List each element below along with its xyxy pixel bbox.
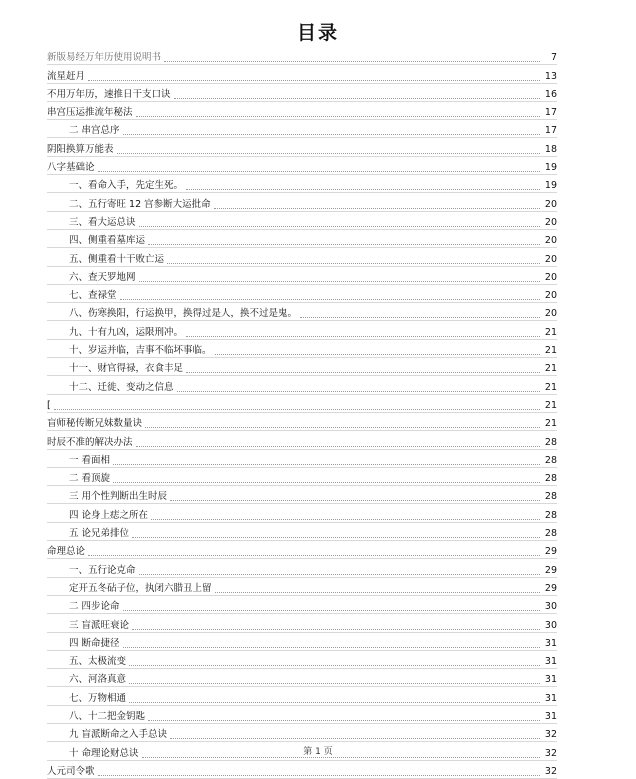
toc-leader-dots bbox=[170, 499, 540, 501]
toc-entry-page: 21 bbox=[544, 418, 557, 430]
toc-leader-dots bbox=[139, 280, 540, 282]
toc-entry[interactable] bbox=[47, 212, 557, 230]
toc-leader-dots bbox=[98, 774, 540, 776]
toc-entry-label: 时辰不准的解决办法 bbox=[47, 436, 133, 448]
toc-leader-dots bbox=[174, 97, 540, 99]
toc-entry[interactable] bbox=[47, 706, 557, 724]
page-title: 目录 bbox=[296, 22, 339, 44]
toc-entry-label: 流星赶月 bbox=[47, 70, 86, 82]
toc-entry-page: 31 bbox=[544, 710, 557, 722]
toc-entry[interactable] bbox=[47, 413, 557, 431]
toc-entry[interactable] bbox=[47, 193, 557, 211]
toc-entry-page: 20 bbox=[544, 198, 557, 210]
toc-entry-page: 31 bbox=[544, 637, 557, 649]
toc-entry-page: 18 bbox=[544, 143, 557, 155]
toc-leader-dots bbox=[186, 188, 540, 190]
toc-entry-page: 21 bbox=[544, 326, 557, 338]
toc-entry[interactable] bbox=[47, 248, 557, 266]
toc-entry-page: 20 bbox=[544, 271, 557, 283]
toc-leader-dots bbox=[136, 445, 540, 447]
toc-entry-page: 20 bbox=[544, 253, 557, 265]
toc-leader-dots bbox=[129, 664, 540, 666]
toc-entry-label: 十一、财官得禄，衣食丰足 bbox=[69, 363, 184, 375]
toc-entry[interactable] bbox=[47, 267, 557, 285]
toc-entry-page: 30 bbox=[544, 619, 557, 631]
toc-entry-page: 21 bbox=[544, 345, 557, 357]
toc-leader-dots bbox=[186, 335, 540, 337]
toc-entry-label: 八、伤寒换阳，行运换甲，换得过是人，换不过是鬼。 bbox=[69, 308, 298, 320]
toc-entry[interactable] bbox=[47, 395, 557, 413]
toc-leader-dots bbox=[113, 463, 540, 465]
toc-entry-label: 四 论身上痣之所在 bbox=[69, 509, 149, 521]
toc-leader-dots bbox=[88, 79, 540, 81]
toc-leader-dots bbox=[164, 60, 540, 62]
toc-entry-label: 四、侧重看墓库运 bbox=[69, 235, 146, 247]
toc-leader-dots bbox=[214, 207, 540, 209]
toc-entry[interactable] bbox=[47, 633, 557, 651]
toc-entry-label: 五、太极流变 bbox=[69, 656, 127, 668]
toc-entry-page: 28 bbox=[544, 473, 557, 485]
toc-entry-page: 17 bbox=[544, 125, 557, 137]
toc-entry[interactable] bbox=[47, 303, 557, 321]
toc-entry[interactable] bbox=[47, 578, 557, 596]
toc-leader-dots bbox=[113, 481, 540, 483]
toc-leader-dots bbox=[123, 646, 540, 648]
toc-entry-page: 28 bbox=[544, 528, 557, 540]
toc-entry[interactable] bbox=[47, 102, 557, 120]
toc-entry[interactable] bbox=[47, 84, 557, 102]
toc-entry-page: 20 bbox=[544, 235, 557, 247]
toc-entry-label: 二 看顶旋 bbox=[69, 473, 111, 485]
toc-entry[interactable] bbox=[47, 450, 557, 468]
toc-entry-label: 一 看面相 bbox=[69, 454, 111, 466]
toc-entry[interactable] bbox=[47, 669, 557, 687]
toc-entry-label: 五、侧重看十干败亡运 bbox=[69, 253, 165, 265]
toc-entry-page: 7 bbox=[550, 52, 557, 64]
toc-leader-dots bbox=[139, 573, 540, 575]
toc-leader-dots bbox=[132, 628, 540, 630]
toc-entry-label: 八、十二把金钥匙 bbox=[69, 710, 146, 722]
toc-entry-label: 三 盲派旺衰论 bbox=[69, 619, 130, 631]
toc-entry-label: 六、查天罗地网 bbox=[69, 271, 136, 283]
toc-entry-label: 串宫压运推流年秘法 bbox=[47, 107, 133, 119]
toc-leader-dots bbox=[120, 298, 540, 300]
toc-leader-dots bbox=[215, 353, 540, 355]
toc-leader-dots bbox=[139, 225, 540, 227]
toc-leader-dots bbox=[170, 737, 540, 739]
toc-entry-page: 28 bbox=[544, 454, 557, 466]
toc-leader-dots bbox=[117, 152, 540, 154]
toc-entry[interactable] bbox=[47, 157, 557, 175]
toc-entry-page: 29 bbox=[544, 582, 557, 594]
toc-entry-label: 定开五冬砧子位，执闭六腊丑上留 bbox=[69, 582, 212, 594]
toc-entry-page: 32 bbox=[544, 747, 557, 759]
toc-entry-label: 二 串宫总序 bbox=[69, 125, 120, 137]
toc-leader-dots bbox=[177, 390, 540, 392]
toc-entry[interactable] bbox=[47, 431, 557, 449]
toc-entry[interactable] bbox=[47, 376, 557, 394]
toc-entry[interactable] bbox=[47, 285, 557, 303]
toc-entry-page: 20 bbox=[544, 308, 557, 320]
toc-entry-label: 一、五行论克命 bbox=[69, 564, 136, 576]
toc-entry-label: 三、看大运总诀 bbox=[69, 216, 136, 228]
toc-leader-dots bbox=[98, 170, 540, 172]
toc-entry-page: 31 bbox=[544, 656, 557, 668]
toc-leader-dots bbox=[151, 518, 540, 520]
table-of-contents bbox=[47, 47, 557, 779]
toc-leader-dots bbox=[300, 316, 540, 318]
toc-leader-dots bbox=[148, 719, 540, 721]
toc-leader-dots bbox=[145, 426, 540, 428]
toc-leader-dots bbox=[215, 591, 540, 593]
toc-entry[interactable] bbox=[47, 340, 557, 358]
toc-entry-page: 13 bbox=[544, 70, 557, 82]
toc-entry-label: 七、万物相通 bbox=[69, 692, 127, 704]
toc-leader-dots bbox=[136, 115, 540, 117]
toc-entry-page: 30 bbox=[544, 601, 557, 613]
toc-leader-dots bbox=[88, 554, 540, 556]
toc-entry[interactable] bbox=[47, 614, 557, 632]
toc-entry[interactable] bbox=[47, 47, 557, 65]
toc-entry-label: 五 论兄弟排位 bbox=[69, 528, 130, 540]
toc-entry-page: 31 bbox=[544, 674, 557, 686]
toc-entry[interactable] bbox=[47, 596, 557, 614]
toc-entry[interactable] bbox=[47, 486, 557, 504]
toc-entry-page: 32 bbox=[544, 729, 557, 741]
toc-entry[interactable] bbox=[47, 138, 557, 156]
toc-entry-page: 32 bbox=[544, 765, 557, 777]
toc-leader-dots bbox=[54, 408, 540, 410]
toc-entry-label: 人元司令歌 bbox=[47, 765, 95, 777]
toc-leader-dots bbox=[167, 262, 540, 264]
toc-leader-dots bbox=[129, 682, 540, 684]
toc-entry[interactable] bbox=[47, 523, 557, 541]
toc-entry[interactable] bbox=[47, 761, 557, 779]
toc-entry-page: 31 bbox=[544, 692, 557, 704]
toc-leader-dots bbox=[132, 536, 540, 538]
toc-entry-label: 八字基础论 bbox=[47, 162, 95, 174]
toc-entry[interactable] bbox=[47, 468, 557, 486]
toc-entry[interactable] bbox=[47, 724, 557, 742]
toc-entry-label: [ bbox=[47, 399, 51, 411]
toc-entry-page: 16 bbox=[544, 88, 557, 100]
page-number-footer: 第 1 页 bbox=[303, 747, 333, 757]
toc-entry-page: 19 bbox=[544, 162, 557, 174]
toc-entry-page: 21 bbox=[544, 399, 557, 411]
toc-entry[interactable] bbox=[47, 175, 557, 193]
toc-leader-dots bbox=[123, 133, 540, 135]
toc-entry-label: 一、看命入手，先定生死。 bbox=[69, 180, 184, 192]
toc-entry-label: 十 命理论财总诀 bbox=[69, 747, 139, 759]
toc-entry-page: 28 bbox=[544, 491, 557, 503]
toc-entry-label: 盲师秘传断兄妹数量诀 bbox=[47, 418, 143, 430]
toc-entry-label: 阴阳换算万能表 bbox=[47, 143, 114, 155]
toc-entry-page: 20 bbox=[544, 216, 557, 228]
toc-leader-dots bbox=[129, 701, 540, 703]
toc-entry[interactable] bbox=[47, 358, 557, 376]
toc-leader-dots bbox=[123, 609, 540, 611]
toc-entry[interactable] bbox=[47, 541, 557, 559]
toc-entry[interactable] bbox=[47, 651, 557, 669]
toc-entry-label: 九、十有九凶，运限刑冲。 bbox=[69, 326, 184, 338]
toc-entry-label: 四 断命捷径 bbox=[69, 637, 120, 649]
toc-entry-page: 21 bbox=[544, 363, 557, 375]
toc-entry-label: 九 盲派断命之入手总诀 bbox=[69, 729, 168, 741]
toc-entry-label: 十、岁运并临，吉事不临坏事临。 bbox=[69, 345, 212, 357]
toc-entry[interactable] bbox=[47, 120, 557, 138]
toc-entry-label: 七、查禄堂 bbox=[69, 290, 117, 302]
toc-leader-dots bbox=[186, 371, 540, 373]
toc-entry-page: 20 bbox=[544, 290, 557, 302]
toc-entry-label: 三 用个性判断出生时辰 bbox=[69, 491, 168, 503]
toc-entry[interactable] bbox=[47, 65, 557, 83]
toc-entry-label: 六、河洛真意 bbox=[69, 674, 127, 686]
toc-entry[interactable] bbox=[47, 687, 557, 705]
toc-entry-label: 二 四步论命 bbox=[69, 601, 120, 613]
toc-entry-page: 19 bbox=[544, 180, 557, 192]
toc-entry-page: 17 bbox=[544, 107, 557, 119]
toc-leader-dots bbox=[148, 243, 540, 245]
toc-entry[interactable] bbox=[47, 559, 557, 577]
toc-entry-label: 命理总论 bbox=[47, 546, 86, 558]
toc-entry-label: 十二、迁徙、变动之信息 bbox=[69, 381, 174, 393]
toc-entry-page: 29 bbox=[544, 564, 557, 576]
toc-entry-page: 29 bbox=[544, 546, 557, 558]
toc-entry-page: 28 bbox=[544, 436, 557, 448]
toc-entry[interactable] bbox=[47, 321, 557, 339]
toc-entry-label: 新版易经万年历使用说明书 bbox=[47, 52, 162, 64]
toc-entry-label: 不用万年历，速推日干支口诀 bbox=[47, 88, 171, 100]
toc-entry-page: 28 bbox=[544, 509, 557, 521]
toc-entry[interactable] bbox=[47, 504, 557, 522]
toc-entry-page: 21 bbox=[544, 381, 557, 393]
toc-entry-label: 二、五行寄旺 12 宫参断大运批命 bbox=[69, 198, 211, 210]
toc-entry[interactable] bbox=[47, 230, 557, 248]
